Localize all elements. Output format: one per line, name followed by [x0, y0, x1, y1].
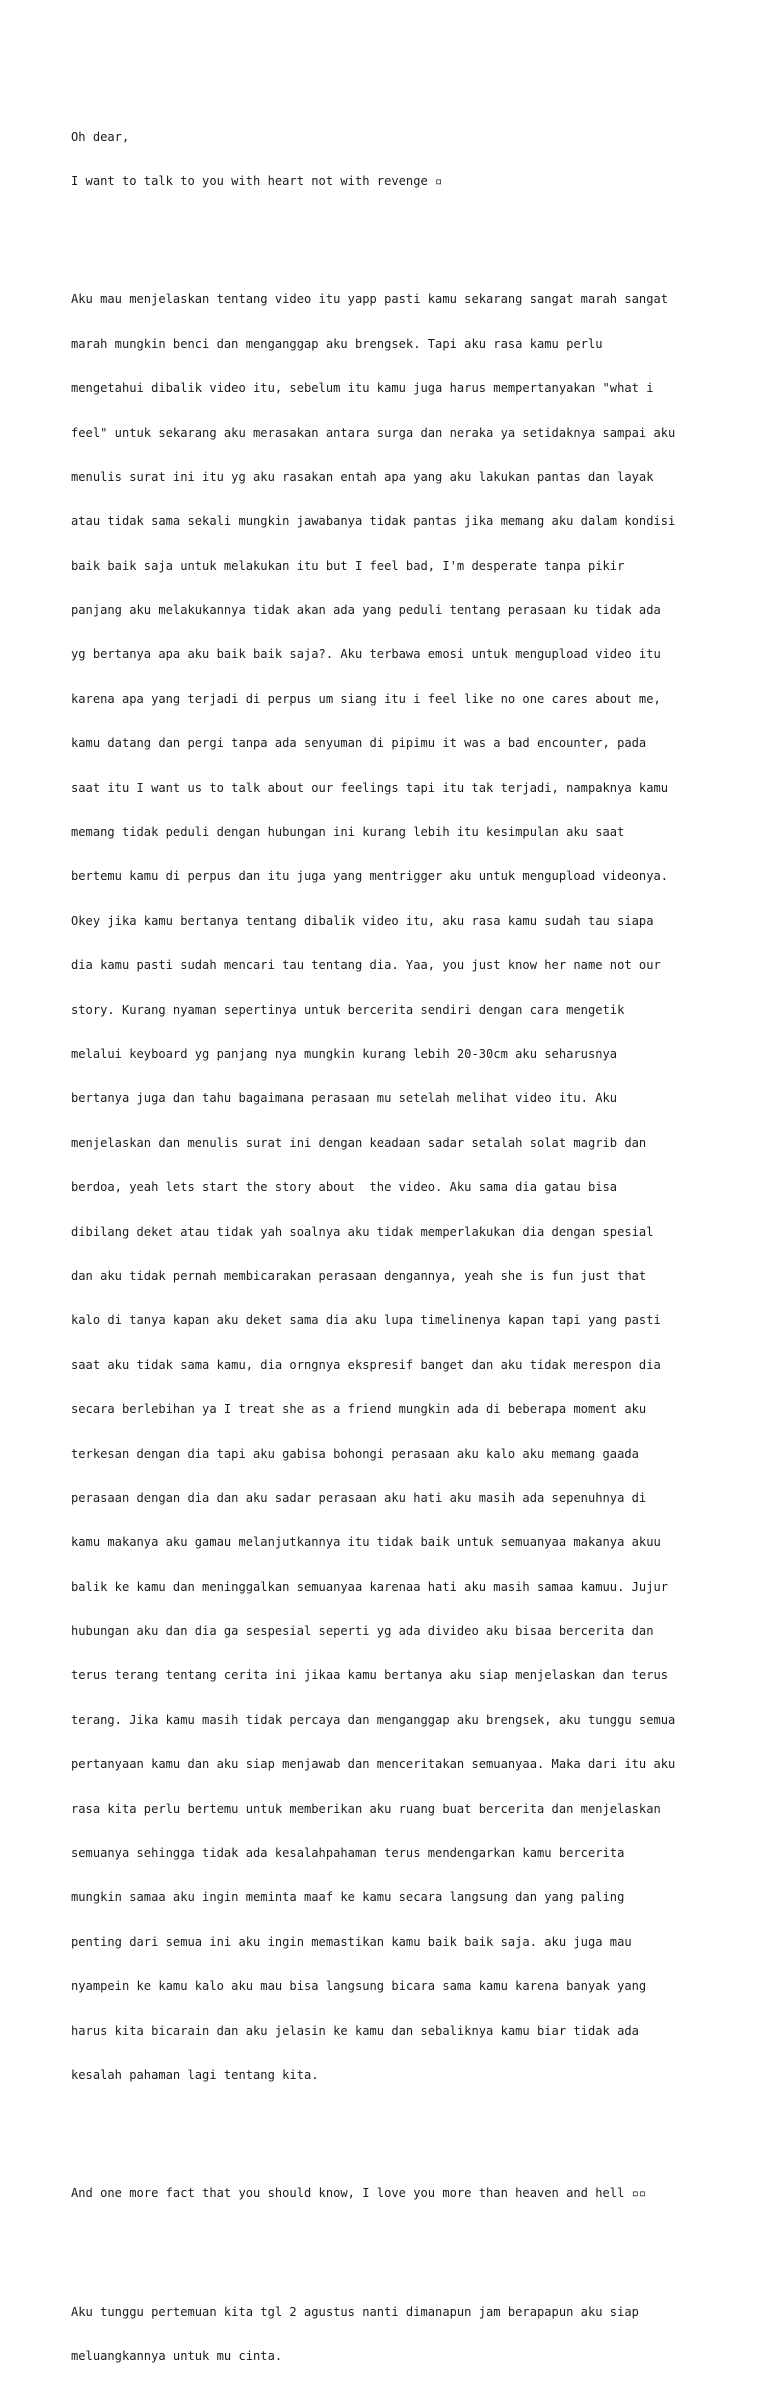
body-line: hubungan aku dan dia ga sespesial seperti yg ada divideo aku bisaa bercerita dan	[71, 1624, 654, 1639]
body-line: baik baik saja untuk melakukan itu but I feel bad, I'm desperate tanpa pikir	[71, 558, 625, 573]
body-line: menjelaskan dan menulis surat ini dengan keadaan sadar setalah solat magrib dan	[71, 1135, 647, 1150]
body-line: terus terang tentang cerita ini jikaa kamu bertanya aku siap menjelaskan dan terus	[71, 1668, 669, 1683]
body-line: kamu makanya aku gamau melanjutkannya itu tidak baik untuk semuanyaa makanya akuu	[71, 1535, 661, 1550]
body-line: melalui keyboard yg panjang nya mungkin kurang lebih 20-30cm aku seharusnya	[71, 1047, 618, 1061]
body-line: menulis surat ini itu yg aku rasakan entah apa yang aku lakukan pantas dan layak	[71, 469, 654, 484]
body-line: perasaan dengan dia dan aku sadar perasaan aku hati aku masih ada sepenuhnya di	[71, 1490, 647, 1505]
body-line: feel" untuk sekarang aku merasakan antara surga dan neraka ya setidaknya sampai aku	[71, 425, 676, 440]
letter-intro: I want to talk to you with heart not with revenge ▫	[71, 173, 443, 188]
letter-fact: And one more fact that you should know, I love you more than heaven and hell ▫▫	[71, 2186, 647, 2201]
body-line: kesalah pahaman lagi tentang kita.	[71, 2067, 319, 2082]
body-line: pertanyaan kamu dan aku siap menjawab dan menceritakan semuanyaa. Maka dari itu aku	[71, 1757, 676, 1772]
body-line: kamu datang dan pergi tanpa ada senyuman di pipimu it was a bad encounter, pada	[71, 736, 647, 751]
body-line: rasa kita perlu bertemu untuk memberikan aku ruang buat bercerita dan menjelaskan	[71, 1801, 661, 1816]
body-line: Okey jika kamu bertanya tentang dibalik video itu, aku rasa kamu sudah tau siapa	[71, 913, 654, 928]
paragraph-gap	[71, 2231, 731, 2246]
body-line: saat itu I want us to talk about our feelings tapi itu tak terjadi, nampaknya kamu	[71, 780, 669, 795]
body-line: Aku mau menjelaskan tentang video itu yapp pasti kamu sekarang sangat marah sangat	[71, 292, 669, 307]
body-line: memang tidak peduli dengan hubungan ini kurang lebih itu kesimpulan aku saat	[71, 825, 625, 840]
body-line: panjang aku melakukannya tidak akan ada yang peduli tentang perasaan ku tidak ada	[71, 603, 661, 618]
body-line: terkesan dengan dia tapi aku gabisa bohongi perasaan aku kalo aku memang gaada	[71, 1446, 639, 1461]
body-line: dibilang deket atau tidak yah soalnya aku tidak memperlakukan dia dengan spesial	[71, 1224, 654, 1239]
body-line: bertemu kamu di perpus dan itu juga yang mentrigger aku untuk mengupload videonya.	[71, 869, 669, 884]
body-line: marah mungkin benci dan menganggap aku brengsek. Tapi aku rasa kamu perlu	[71, 336, 603, 351]
body-line: harus kita bicarain dan aku jelasin ke kamu dan sebaliknya kamu biar tidak ada	[71, 2023, 639, 2038]
body-line: mengetahui dibalik video itu, sebelum itu kamu juga harus mempertanyakan "what i	[71, 381, 654, 396]
letter-closing	[71, 2275, 731, 2393]
body-line: balik ke kamu dan meninggalkan semuanyaa karenaa hati aku masih samaa kamuu. Jujur	[71, 1579, 669, 1594]
body-line: kalo di tanya kapan aku deket sama dia aku lupa timelinenya kapan tapi yang pasti	[71, 1313, 661, 1328]
body-line: terang. Jika kamu masih tidak percaya dan menganggap aku brengsek, aku tunggu semua	[71, 1712, 676, 1727]
closing-line: meluangkannya untuk mu cinta.	[71, 2349, 283, 2364]
body-line: berdoa, yeah lets start the story about the video. Aku sama dia gatau bisa	[71, 1180, 618, 1195]
letter-page	[71, 100, 731, 2408]
body-line: nyampein ke kamu kalo aku mau bisa langsung bicara sama kamu karena banyak yang	[71, 1979, 647, 1994]
body-line: mungkin samaa aku ingin meminta maaf ke kamu secara langsung dan yang paling	[71, 1890, 625, 1905]
body-line: bertanya juga dan tahu bagaimana perasaan mu setelah melihat video itu. Aku	[71, 1091, 618, 1106]
body-line: atau tidak sama sekali mungkin jawabanya tidak pantas jika memang aku dalam kondisi	[71, 514, 676, 529]
body-line: story. Kurang nyaman sepertinya untuk bercerita sendiri dengan cara mengetik	[71, 1002, 625, 1017]
body-line: dan aku tidak pernah membicarakan perasaan dengannya, yeah she is fun just that	[71, 1268, 647, 1283]
paragraph-gap	[71, 2142, 731, 2157]
closing-line: Aku tunggu pertemuan kita tgl 2 agustus nanti dimanapun jam berapapun aku siap	[71, 2304, 639, 2319]
body-line: saat aku tidak sama kamu, dia orngnya ekspresif banget dan aku tidak merespon dia	[71, 1357, 661, 1372]
letter-body	[71, 263, 731, 2113]
letter-greeting: Oh dear,	[71, 129, 130, 144]
body-line: secara berlebihan ya I treat she as a friend mungkin ada di beberapa moment aku	[71, 1402, 647, 1417]
body-line: dia kamu pasti sudah mencari tau tentang dia. Yaa, you just know her name not our	[71, 958, 661, 973]
body-line: semuanya sehingga tidak ada kesalahpahaman terus mendengarkan kamu bercerita	[71, 1846, 625, 1861]
body-line: penting dari semua ini aku ingin memastikan kamu baik baik saja. aku juga mau	[71, 1934, 632, 1949]
body-line: karena apa yang terjadi di perpus um siang itu i feel like no one cares about me,	[71, 691, 661, 706]
paragraph-gap	[71, 218, 731, 233]
body-line: yg bertanya apa aku baik baik saja?. Aku terbawa emosi untuk mengupload video itu	[71, 647, 661, 662]
